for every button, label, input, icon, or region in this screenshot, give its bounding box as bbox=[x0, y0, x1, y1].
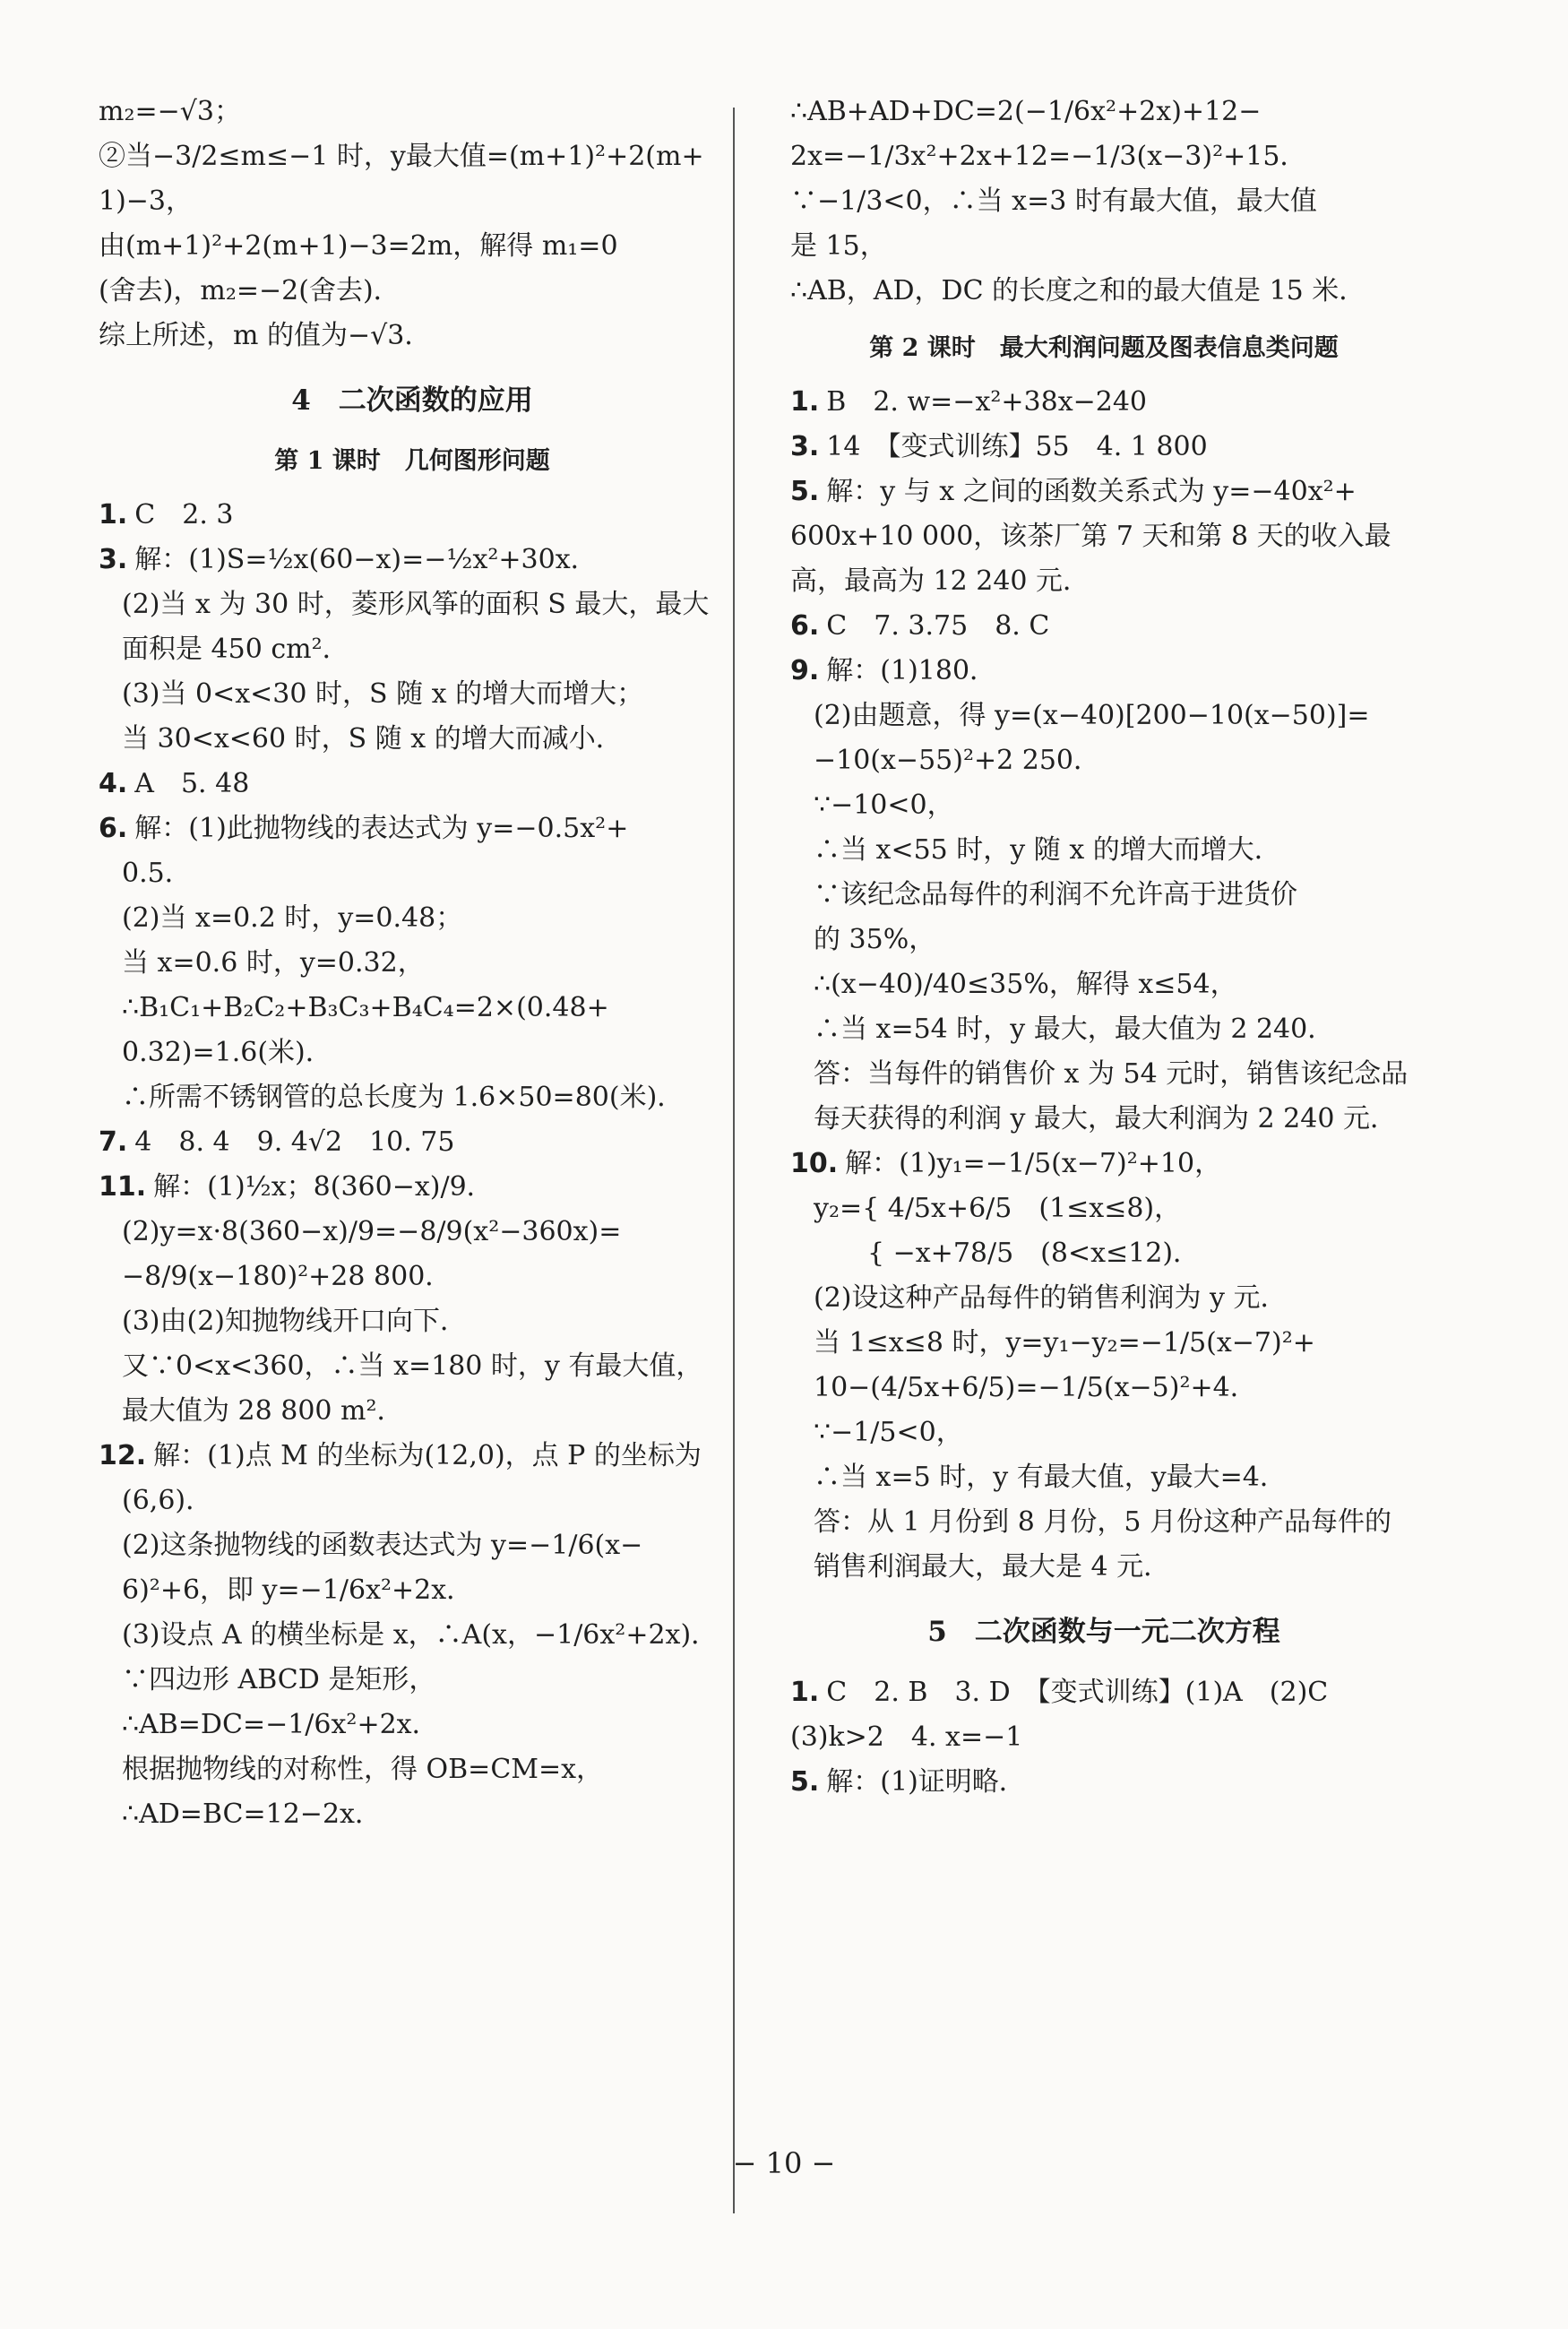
answer-line bbox=[790, 649, 1417, 694]
answer-line bbox=[99, 1523, 726, 1568]
answer-line bbox=[99, 851, 726, 896]
answer-text: 解：y 与 x 之间的函数关系式为 y=−40x²+ bbox=[826, 476, 1357, 507]
answer-line bbox=[99, 1031, 726, 1075]
answer-text: A 5. 48 bbox=[134, 768, 250, 799]
answer-line bbox=[99, 672, 726, 717]
answer-text: ∵四边形 ABCD 是矩形， bbox=[122, 1664, 436, 1695]
question-number: 3. bbox=[99, 544, 128, 575]
answer-text: 6)²+6，即 y=−1/6x²+2x． bbox=[122, 1574, 474, 1606]
answer-line bbox=[790, 559, 1417, 604]
lesson-title-1: 第 1 课时 几何图形问题 bbox=[274, 447, 550, 475]
answer-line bbox=[790, 425, 1417, 470]
answer-line bbox=[99, 1165, 726, 1210]
answer-text: (2)设这种产品每件的销售利润为 y 元． bbox=[814, 1282, 1288, 1314]
answer-line bbox=[790, 1007, 1417, 1052]
answer-text: ∵−10<0， bbox=[814, 789, 954, 821]
answer-line bbox=[790, 1760, 1417, 1805]
question-number: 10. bbox=[790, 1148, 839, 1179]
text-line: ∴AB，AD，DC 的长度之和的最大值是 15 米． bbox=[790, 275, 1366, 306]
right-column bbox=[790, 90, 1417, 1805]
answer-line bbox=[790, 873, 1417, 918]
text-line: 2x=−1/3x²+2x+12=−1/3(x−3)²+15． bbox=[790, 141, 1307, 172]
answer-line bbox=[790, 828, 1417, 873]
answer-text: 解：(1)½x；8(360−x)/9． bbox=[153, 1171, 494, 1203]
left-intro-lines bbox=[99, 90, 726, 358]
answer-line bbox=[99, 717, 726, 762]
answer-line bbox=[99, 1120, 726, 1165]
answer-line bbox=[790, 1186, 1417, 1231]
answer-line bbox=[790, 604, 1417, 649]
text-line: (舍去)，m₂=−2(舍去)． bbox=[99, 275, 401, 306]
answer-line bbox=[790, 738, 1417, 783]
answer-line bbox=[99, 807, 726, 851]
answer-text: 0.32)=1.6(米)． bbox=[122, 1037, 332, 1068]
right-intro-lines bbox=[790, 90, 1417, 314]
answer-text: 解：(1)S=½x(60−x)=−½x²+30x． bbox=[134, 544, 598, 575]
answer-text: 当 x=0.6 时，y=0.32， bbox=[122, 947, 425, 979]
answer-text: 解：(1)y₁=−1/5(x−7)²+10， bbox=[845, 1148, 1222, 1179]
answer-text: y₂={ 4/5x+6/5 (1≤x≤8)， bbox=[814, 1193, 1182, 1224]
answer-line bbox=[99, 1703, 726, 1747]
answer-line bbox=[790, 1500, 1417, 1545]
page-number: − 10 − bbox=[732, 2146, 836, 2180]
answer-text: 解：(1)证明略． bbox=[826, 1766, 1026, 1798]
answer-line bbox=[790, 1276, 1417, 1321]
question-number: 7. bbox=[99, 1126, 128, 1158]
answer-text: (2)y=x·8(360−x)/9=−8/9(x²−360x)= bbox=[122, 1216, 622, 1247]
answer-line bbox=[790, 1231, 1417, 1276]
right-answers-section-5 bbox=[790, 1670, 1417, 1805]
answer-line bbox=[99, 1747, 726, 1792]
answer-text: ∴AD=BC=12−2x． bbox=[122, 1799, 382, 1830]
answer-text: ∵−1/5<0， bbox=[814, 1417, 963, 1448]
answer-text: (2)当 x 为 30 时，菱形风筝的面积 S 最大，最大 bbox=[122, 589, 710, 620]
answer-text: { −x+78/5 (8<x≤12)． bbox=[814, 1238, 1201, 1269]
question-number: 6. bbox=[790, 610, 820, 642]
question-number: 5. bbox=[790, 1766, 820, 1798]
answer-line bbox=[99, 1613, 726, 1658]
answer-text: ∴当 x=5 时，y 有最大值，y最大=4． bbox=[814, 1462, 1287, 1493]
answer-line bbox=[99, 1434, 726, 1479]
answer-line bbox=[790, 1321, 1417, 1366]
answer-line bbox=[99, 1792, 726, 1837]
answer-line bbox=[790, 1455, 1417, 1500]
question-number: 11. bbox=[99, 1171, 147, 1203]
answer-text: 高，最高为 12 240 元． bbox=[790, 565, 1090, 597]
answer-line bbox=[99, 896, 726, 941]
answer-text: ∴当 x<55 时，y 随 x 的增大而增大． bbox=[814, 834, 1281, 866]
answer-line bbox=[99, 1210, 726, 1255]
answer-line bbox=[790, 962, 1417, 1007]
answer-line bbox=[790, 694, 1417, 738]
answer-text: (3)k>2 4. x=−1 bbox=[790, 1721, 1023, 1753]
answer-text: 最大值为 28 800 m²． bbox=[122, 1395, 404, 1427]
question-number: 12. bbox=[99, 1440, 147, 1471]
text-line: ∵−1/3<0，∴当 x=3 时有最大值，最大值 bbox=[790, 185, 1317, 217]
answer-line bbox=[790, 470, 1417, 514]
answer-line bbox=[790, 783, 1417, 828]
answer-text: 解：(1)此抛物线的表达式为 y=−0.5x²+ bbox=[134, 813, 629, 844]
answer-text: ∴所需不锈钢管的总长度为 1.6×50=80(米)． bbox=[122, 1082, 685, 1113]
answer-text: 10−(4/5x+6/5)=−1/5(x−5)²+4． bbox=[814, 1372, 1257, 1403]
left-column bbox=[99, 90, 726, 1837]
question-number: 5. bbox=[790, 476, 820, 507]
answer-text: 答：从 1 月份到 8 月份，5 月份这种产品每件的 bbox=[814, 1506, 1391, 1538]
answer-line bbox=[99, 1568, 726, 1613]
answer-line bbox=[99, 493, 726, 538]
question-number: 9. bbox=[790, 655, 820, 686]
lesson-title-2: 第 2 课时 最大利润问题及图表信息类问题 bbox=[869, 334, 1339, 362]
answer-line bbox=[99, 1299, 726, 1344]
answer-text: 的 35%， bbox=[814, 924, 936, 955]
answer-text: 销售利润最大，最大是 4 元． bbox=[814, 1551, 1171, 1583]
answer-line bbox=[99, 1658, 726, 1703]
text-line: 由(m+1)²+2(m+1)−3=2m，解得 m₁=0 bbox=[99, 230, 618, 262]
answer-line bbox=[99, 1255, 726, 1299]
question-number: 1. bbox=[99, 499, 128, 530]
answer-text: C 7. 3.75 8. C bbox=[826, 610, 1050, 642]
answer-line bbox=[790, 918, 1417, 962]
answer-text: C 2. B 3. D 【变式训练】(1)A (2)C bbox=[826, 1677, 1329, 1708]
answer-text: 当 30<x<60 时，S 随 x 的增大而减小． bbox=[122, 723, 623, 755]
answer-text: ∵该纪念品每件的利润不允许高于进货价 bbox=[814, 879, 1297, 910]
question-number: 6. bbox=[99, 813, 128, 844]
answer-line bbox=[790, 1670, 1417, 1715]
question-number: 1. bbox=[790, 386, 820, 418]
answer-line bbox=[99, 627, 726, 672]
answer-text: −10(x−55)²+2 250． bbox=[814, 745, 1100, 776]
answer-text: −8/9(x−180)²+28 800． bbox=[122, 1261, 452, 1292]
answer-text: ∴当 x=54 时，y 最大，最大值为 2 240． bbox=[814, 1014, 1335, 1045]
answer-line bbox=[99, 1075, 726, 1120]
answer-text: 又∵0<x<360，∴当 x=180 时，y 有最大值， bbox=[122, 1350, 703, 1382]
answer-line bbox=[99, 762, 726, 807]
text-line: 综上所述，m 的值为−√3． bbox=[99, 320, 432, 351]
answer-line bbox=[790, 1097, 1417, 1142]
answer-text: (3)当 0<x<30 时，S 随 x 的增大而增大； bbox=[122, 678, 644, 710]
answer-text: ∴(x−40)/40≤35%，解得 x≤54， bbox=[814, 969, 1237, 1000]
answer-text: ∴B₁C₁+B₂C₂+B₃C₃+B₄C₄=2×(0.48+ bbox=[122, 992, 609, 1023]
question-number: 3. bbox=[790, 431, 820, 462]
question-number: 4. bbox=[99, 768, 128, 799]
answer-text: 4 8. 4 9. 4√2 10. 75 bbox=[134, 1126, 455, 1158]
answer-line bbox=[790, 1545, 1417, 1590]
answer-line bbox=[99, 986, 726, 1031]
answer-line bbox=[790, 1410, 1417, 1455]
question-number: 1. bbox=[790, 1677, 820, 1708]
answer-line bbox=[99, 941, 726, 986]
text-line: ②当−3/2≤m≤−1 时，y最大值=(m+1)²+2(m+ bbox=[99, 141, 704, 172]
answer-line bbox=[790, 514, 1417, 559]
text-line: ∴AB+AD+DC=2(−1/6x²+2x)+12− bbox=[790, 96, 1262, 127]
right-answers bbox=[790, 380, 1417, 1590]
answer-text: (6,6)． bbox=[122, 1485, 213, 1516]
answer-text: 解：(1)点 M 的坐标为(12,0)，点 P 的坐标为 bbox=[153, 1440, 702, 1471]
answer-line bbox=[790, 380, 1417, 425]
answer-line bbox=[99, 1389, 726, 1434]
answer-text: 当 1≤x≤8 时，y=y₁−y₂=−1/5(x−7)²+ bbox=[814, 1327, 1315, 1359]
answer-line bbox=[99, 1344, 726, 1389]
answer-text: 根据抛物线的对称性，得 OB=CM=x， bbox=[122, 1754, 604, 1785]
answer-text: (3)由(2)知抛物线开口向下． bbox=[122, 1306, 467, 1337]
left-answers bbox=[99, 493, 726, 1837]
answer-line bbox=[99, 1479, 726, 1523]
answer-text: 600x+10 000，该茶厂第 7 天和第 8 天的收入最 bbox=[790, 521, 1391, 552]
text-line: m₂=−√3； bbox=[99, 96, 241, 127]
answer-line bbox=[790, 1366, 1417, 1410]
answer-line bbox=[99, 582, 726, 627]
answer-line bbox=[99, 538, 726, 582]
answer-text: 面积是 450 cm²． bbox=[122, 634, 349, 665]
answer-line bbox=[790, 1715, 1417, 1760]
answer-line bbox=[790, 1052, 1417, 1097]
answer-text: (2)这条抛物线的函数表达式为 y=−1/6(x− bbox=[122, 1530, 643, 1561]
answer-text: B 2. w=−x²+38x−240 bbox=[826, 386, 1148, 418]
answer-text: 0.5． bbox=[122, 858, 192, 889]
answer-text: C 2. 3 bbox=[134, 499, 234, 530]
answer-text: 每天获得的利润 y 最大，最大利润为 2 240 元． bbox=[814, 1103, 1397, 1134]
answer-text: ∴AB=DC=−1/6x²+2x． bbox=[122, 1709, 439, 1740]
section-title-4: 4 二次函数的应用 bbox=[291, 384, 533, 417]
answer-line bbox=[790, 1142, 1417, 1186]
answer-text: 14 【变式训练】55 4. 1 800 bbox=[826, 431, 1208, 462]
column-divider bbox=[733, 108, 735, 2213]
answer-text: (2)当 x=0.2 时，y=0.48； bbox=[122, 902, 463, 934]
text-line: 是 15， bbox=[790, 230, 887, 262]
answer-text: 答：当每件的销售价 x 为 54 元时，销售该纪念品 bbox=[814, 1058, 1409, 1090]
section-title-5: 5 二次函数与一元二次方程 bbox=[927, 1616, 1280, 1648]
text-line: 1)−3， bbox=[99, 185, 194, 217]
answer-text: (2)由题意，得 y=(x−40)[200−10(x−50)]= bbox=[814, 700, 1370, 731]
answer-text: (3)设点 A 的横坐标是 x，∴A(x，−1/6x²+2x)． bbox=[122, 1619, 719, 1651]
answer-text: 解：(1)180． bbox=[826, 655, 997, 686]
